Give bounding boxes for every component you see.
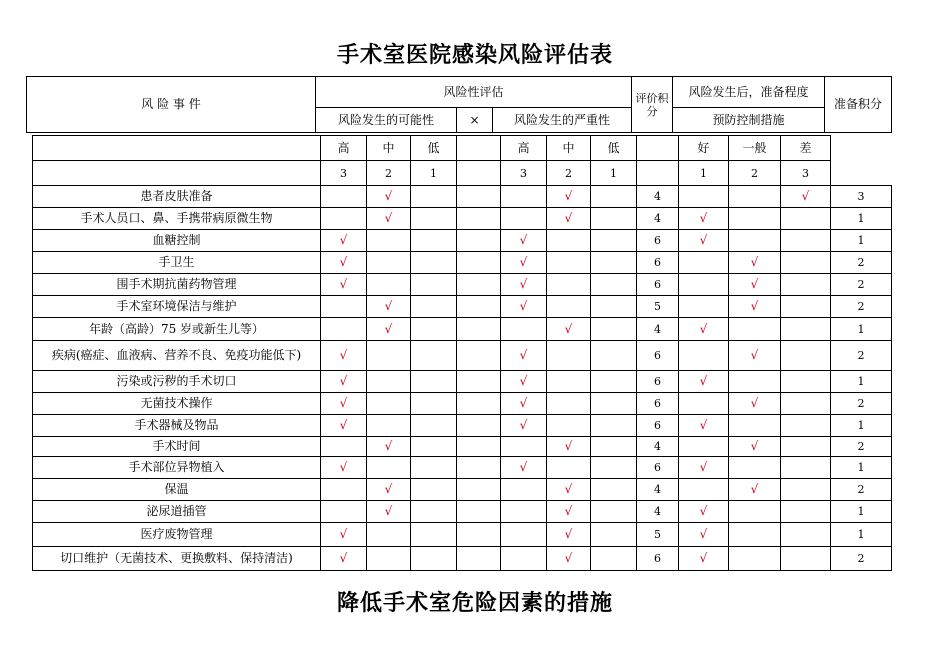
grid-cell xyxy=(590,522,637,547)
risk-event-name: 手术人员口、鼻、手携带病原微生物 xyxy=(32,207,321,230)
level-label: 一般 xyxy=(742,140,767,155)
grid-cell xyxy=(780,436,831,457)
grid-cell xyxy=(780,229,831,252)
check-mark: √ xyxy=(339,418,348,432)
level-cell xyxy=(456,160,501,186)
prep-score: 2 xyxy=(830,251,892,274)
grid-cell xyxy=(590,295,637,318)
level-label: 低 xyxy=(427,140,440,155)
grid-cell xyxy=(678,436,729,457)
prep-score: 1 xyxy=(830,456,892,479)
evaluation-score: 4 xyxy=(654,212,661,225)
check-mark: √ xyxy=(339,348,348,362)
risk-event-name: 围手术期抗菌药物管理 xyxy=(32,273,321,296)
grid-cell xyxy=(546,229,591,252)
grid-cell xyxy=(320,436,367,457)
check-mark: √ xyxy=(384,189,393,203)
grid-cell xyxy=(780,456,831,479)
grid-cell xyxy=(590,392,637,415)
grid-cell xyxy=(728,456,781,479)
prep-score: 1 xyxy=(830,207,892,230)
grid-cell xyxy=(590,478,637,501)
grid-cell xyxy=(728,207,781,230)
grid-cell xyxy=(366,251,411,274)
grid-cell xyxy=(590,251,637,274)
grid-cell xyxy=(500,317,547,341)
check-mark: √ xyxy=(519,255,528,269)
grid-cell xyxy=(728,522,781,547)
grid-cell xyxy=(780,522,831,547)
grid-cell xyxy=(410,370,457,393)
grid-cell xyxy=(500,185,547,208)
grid-cell xyxy=(546,273,591,296)
grid-cell xyxy=(780,500,831,523)
check-mark: √ xyxy=(339,527,348,541)
prep-score: 2 xyxy=(830,340,892,371)
check-mark: √ xyxy=(750,348,759,362)
check-mark: √ xyxy=(519,396,528,410)
grid-cell xyxy=(780,207,831,230)
grid-cell xyxy=(780,295,831,318)
check-mark: √ xyxy=(750,482,759,496)
evaluation-score: 4 xyxy=(654,483,661,496)
grid-cell xyxy=(780,317,831,341)
grid-cell xyxy=(366,522,411,547)
prep-score: 1 xyxy=(830,500,892,523)
check-mark: √ xyxy=(384,482,393,496)
grid-cell xyxy=(410,436,457,457)
page-title: 手术室医院感染风险评估表 xyxy=(336,43,613,68)
check-mark: √ xyxy=(339,277,348,291)
risk-event-name: 手卫生 xyxy=(32,251,321,274)
header-prep-score: 准备积分 xyxy=(824,76,892,133)
level-label: 低 xyxy=(607,140,620,155)
evaluation-score: 5 xyxy=(654,528,661,541)
level-value: 1 xyxy=(430,166,437,180)
grid-cell xyxy=(546,251,591,274)
prep-score: 2 xyxy=(830,273,892,296)
risk-event-name: 手术室环境保洁与维护 xyxy=(32,295,321,318)
grid-cell xyxy=(410,273,457,296)
grid-cell xyxy=(678,340,729,371)
grid-cell xyxy=(456,436,501,457)
grid-cell xyxy=(678,478,729,501)
grid-cell xyxy=(546,370,591,393)
grid-cell xyxy=(590,546,637,571)
header-event: 风 险 事 件 xyxy=(26,76,316,133)
grid-cell xyxy=(320,500,367,523)
check-mark: √ xyxy=(564,551,573,565)
level-label: 中 xyxy=(562,140,575,155)
risk-event-name: 手术部位异物植入 xyxy=(32,456,321,479)
grid-cell xyxy=(678,295,729,318)
grid-cell xyxy=(410,295,457,318)
risk-event-name: 保温 xyxy=(32,478,321,501)
grid-cell xyxy=(546,456,591,479)
check-mark: √ xyxy=(564,439,573,453)
check-mark: √ xyxy=(564,189,573,203)
grid-cell xyxy=(678,185,729,208)
evaluation-score: 4 xyxy=(654,505,661,518)
prep-score: 2 xyxy=(830,546,892,571)
grid-cell xyxy=(456,317,501,341)
level-value: 3 xyxy=(802,166,809,180)
check-mark: √ xyxy=(564,482,573,496)
check-mark: √ xyxy=(339,374,348,388)
evaluation-score: 4 xyxy=(654,190,661,203)
grid-cell xyxy=(456,392,501,415)
grid-cell xyxy=(590,317,637,341)
grid-cell xyxy=(456,229,501,252)
level-label: 高 xyxy=(517,140,530,155)
grid-cell xyxy=(590,370,637,393)
check-mark: √ xyxy=(384,439,393,453)
grid-cell xyxy=(366,273,411,296)
check-mark: √ xyxy=(564,527,573,541)
evaluation-score: 6 xyxy=(654,461,661,474)
grid-cell xyxy=(366,340,411,371)
grid-cell xyxy=(728,370,781,393)
check-mark: √ xyxy=(750,255,759,269)
level-label: 好 xyxy=(697,140,710,155)
check-mark: √ xyxy=(564,211,573,225)
check-mark: √ xyxy=(339,233,348,247)
level-value: 1 xyxy=(610,166,617,180)
prep-score: 1 xyxy=(830,229,892,252)
risk-event-name: 无菌技术操作 xyxy=(32,392,321,415)
risk-event-name: 患者皮肤准备 xyxy=(32,185,321,208)
grid-cell xyxy=(320,207,367,230)
evaluation-score: 6 xyxy=(654,278,661,291)
check-mark: √ xyxy=(699,211,708,225)
level-spacer xyxy=(32,160,321,186)
grid-cell xyxy=(678,392,729,415)
grid-cell xyxy=(546,392,591,415)
risk-event-name: 医疗废物管理 xyxy=(32,522,321,547)
prep-score: 1 xyxy=(830,522,892,547)
grid-cell xyxy=(546,295,591,318)
grid-cell xyxy=(780,414,831,437)
check-mark: √ xyxy=(699,504,708,518)
grid-cell xyxy=(410,392,457,415)
prep-score: 2 xyxy=(830,478,892,501)
level-cell xyxy=(636,135,679,161)
check-mark: √ xyxy=(384,321,393,336)
grid-cell xyxy=(728,546,781,571)
grid-cell xyxy=(590,185,637,208)
risk-event-name: 疾病(癌症、血液病、营养不良、免疫功能低下) xyxy=(32,340,321,371)
check-mark: √ xyxy=(519,299,528,313)
check-mark: √ xyxy=(519,348,528,362)
grid-cell xyxy=(728,229,781,252)
grid-cell xyxy=(728,500,781,523)
grid-cell xyxy=(780,370,831,393)
grid-cell xyxy=(410,229,457,252)
grid-cell xyxy=(366,229,411,252)
grid-cell xyxy=(366,392,411,415)
check-mark: √ xyxy=(339,255,348,269)
check-mark: √ xyxy=(384,211,393,225)
grid-cell xyxy=(456,370,501,393)
check-mark: √ xyxy=(750,299,759,313)
grid-cell xyxy=(590,229,637,252)
grid-cell xyxy=(320,295,367,318)
header-score: 评价积分 xyxy=(631,76,673,133)
grid-cell xyxy=(366,546,411,571)
grid-cell xyxy=(456,251,501,274)
risk-event-name: 手术器械及物品 xyxy=(32,414,321,437)
grid-cell xyxy=(780,273,831,296)
grid-cell xyxy=(728,414,781,437)
grid-cell xyxy=(320,317,367,341)
grid-cell xyxy=(410,414,457,437)
grid-cell xyxy=(500,207,547,230)
check-mark: √ xyxy=(519,418,528,432)
check-mark: √ xyxy=(564,504,573,518)
grid-cell xyxy=(546,414,591,437)
evaluation-score: 6 xyxy=(654,256,661,269)
grid-cell xyxy=(780,392,831,415)
evaluation-score: 6 xyxy=(654,397,661,410)
grid-cell xyxy=(410,251,457,274)
level-cell xyxy=(456,135,501,161)
grid-cell xyxy=(456,478,501,501)
evaluation-score: 6 xyxy=(654,419,661,432)
check-mark: √ xyxy=(519,233,528,247)
grid-cell xyxy=(728,317,781,341)
grid-cell xyxy=(500,436,547,457)
check-mark: √ xyxy=(699,374,708,388)
grid-cell xyxy=(410,478,457,501)
evaluation-score: 4 xyxy=(654,322,661,336)
check-mark: √ xyxy=(519,374,528,388)
grid-cell xyxy=(456,185,501,208)
prep-score: 1 xyxy=(830,370,892,393)
grid-cell xyxy=(410,546,457,571)
check-mark: √ xyxy=(339,396,348,410)
header-prevention: 预防控制措施 xyxy=(672,107,825,133)
level-value: 3 xyxy=(520,166,527,180)
level-value: 2 xyxy=(385,166,392,180)
check-mark: √ xyxy=(699,460,708,474)
check-mark: √ xyxy=(384,299,393,313)
grid-cell xyxy=(590,340,637,371)
check-mark: √ xyxy=(699,418,708,432)
grid-cell xyxy=(410,500,457,523)
grid-cell xyxy=(456,207,501,230)
prep-score: 2 xyxy=(830,295,892,318)
grid-cell xyxy=(780,340,831,371)
level-value: 2 xyxy=(751,166,758,180)
grid-cell xyxy=(320,185,367,208)
grid-cell xyxy=(456,456,501,479)
check-mark: √ xyxy=(750,439,759,453)
grid-cell xyxy=(366,456,411,479)
grid-cell xyxy=(728,185,781,208)
grid-cell xyxy=(590,207,637,230)
grid-cell xyxy=(366,414,411,437)
level-value: 2 xyxy=(565,166,572,180)
check-mark: √ xyxy=(699,233,708,247)
grid-cell xyxy=(546,340,591,371)
check-mark: √ xyxy=(699,527,708,541)
prep-score: 1 xyxy=(830,317,892,341)
check-mark: √ xyxy=(339,551,348,565)
grid-cell xyxy=(500,546,547,571)
check-mark: √ xyxy=(384,504,393,518)
grid-cell xyxy=(678,251,729,274)
grid-cell xyxy=(320,478,367,501)
grid-cell xyxy=(410,340,457,371)
check-mark: √ xyxy=(699,551,708,565)
grid-cell xyxy=(590,456,637,479)
check-mark: √ xyxy=(339,460,348,474)
level-label: 差 xyxy=(799,140,812,155)
check-mark: √ xyxy=(564,321,573,336)
grid-cell xyxy=(410,317,457,341)
grid-cell xyxy=(780,546,831,571)
grid-cell xyxy=(780,478,831,501)
header-risk-assessment: 风险性评估 xyxy=(315,76,632,108)
grid-cell xyxy=(678,273,729,296)
check-mark: √ xyxy=(699,321,708,336)
evaluation-score: 6 xyxy=(654,552,661,565)
grid-cell xyxy=(590,500,637,523)
evaluation-score: 6 xyxy=(654,349,661,362)
evaluation-score: 5 xyxy=(654,300,661,313)
level-value: 3 xyxy=(340,166,347,180)
grid-cell xyxy=(456,522,501,547)
prep-score: 2 xyxy=(830,392,892,415)
grid-cell xyxy=(410,456,457,479)
level-spacer xyxy=(32,135,321,161)
grid-cell xyxy=(456,414,501,437)
prep-score: 3 xyxy=(830,185,892,208)
level-label: 高 xyxy=(337,140,350,155)
grid-cell xyxy=(456,500,501,523)
grid-cell xyxy=(410,185,457,208)
level-label: 中 xyxy=(382,140,395,155)
header-severity: 风险发生的严重性 xyxy=(492,107,632,133)
evaluation-score: 6 xyxy=(654,234,661,247)
grid-cell xyxy=(500,522,547,547)
grid-cell xyxy=(456,546,501,571)
header-times: × xyxy=(456,107,493,133)
header-possibility: 风险发生的可能性 xyxy=(315,107,457,133)
evaluation-score: 4 xyxy=(654,440,661,453)
risk-event-name: 污染或污秽的手术切口 xyxy=(32,370,321,393)
header-readiness: 风险发生后，准备程度 xyxy=(672,76,825,108)
check-mark: √ xyxy=(750,277,759,291)
grid-cell xyxy=(456,295,501,318)
grid-cell xyxy=(456,273,501,296)
level-cell xyxy=(636,160,679,186)
prep-score: 2 xyxy=(830,436,892,457)
check-mark: √ xyxy=(750,396,759,410)
grid-cell xyxy=(590,436,637,457)
grid-cell xyxy=(780,251,831,274)
risk-event-name: 切口维护（无菌技术、更换敷料、保持清洁) xyxy=(32,546,321,571)
grid-cell xyxy=(410,207,457,230)
section-title: 降低手术室危险因素的措施 xyxy=(336,591,613,616)
prep-score: 1 xyxy=(830,414,892,437)
check-mark: √ xyxy=(519,460,528,474)
grid-cell xyxy=(456,340,501,371)
risk-event-name: 年龄（高龄）75 岁或新生儿等） xyxy=(32,317,321,341)
grid-cell xyxy=(500,500,547,523)
check-mark: √ xyxy=(519,277,528,291)
grid-cell xyxy=(500,478,547,501)
check-mark: √ xyxy=(801,189,810,203)
grid-cell xyxy=(366,370,411,393)
grid-cell xyxy=(410,522,457,547)
grid-cell xyxy=(590,273,637,296)
level-value: 1 xyxy=(700,166,707,180)
evaluation-score: 6 xyxy=(654,375,661,388)
grid-cell xyxy=(590,414,637,437)
risk-event-name: 手术时间 xyxy=(32,436,321,457)
risk-event-name: 血糖控制 xyxy=(32,229,321,252)
risk-event-name: 泌尿道插管 xyxy=(32,500,321,523)
